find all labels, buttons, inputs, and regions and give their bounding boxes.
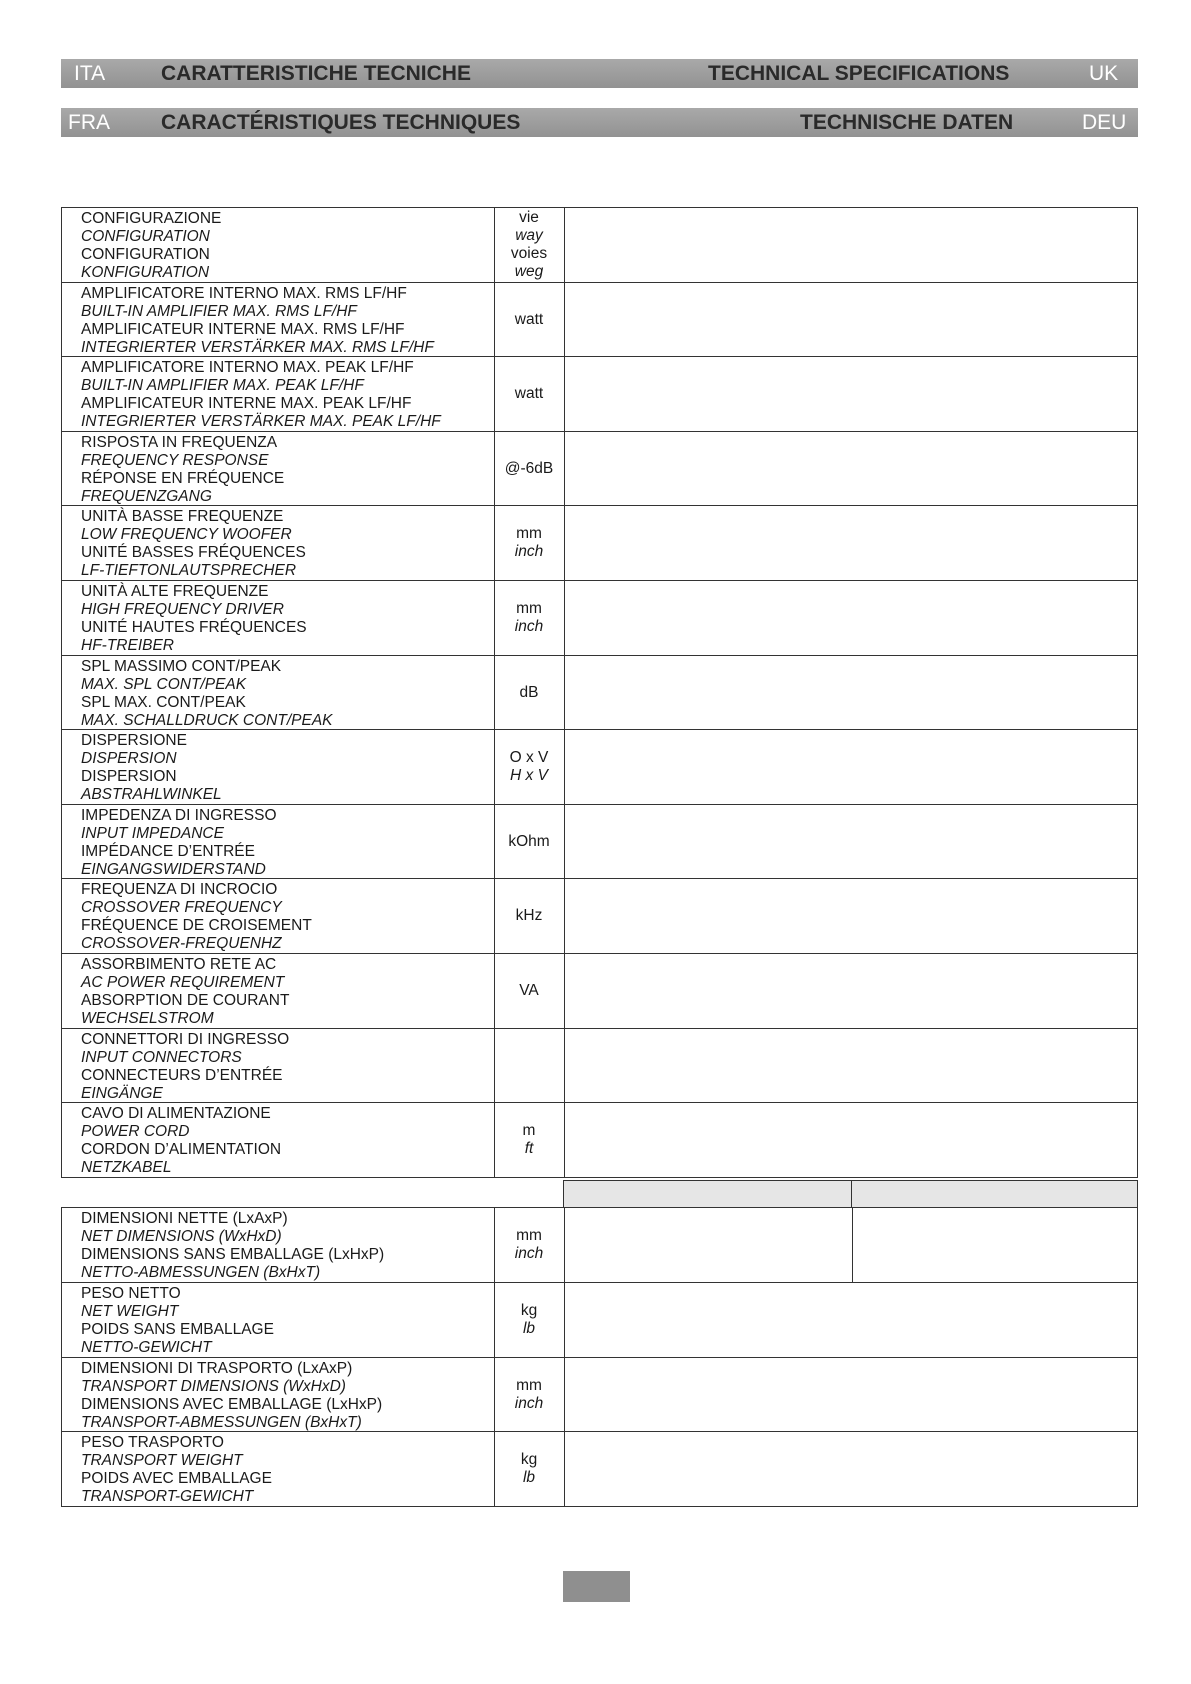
spec-row — [61, 431, 1138, 506]
spec-label-en: AC POWER REQUIREMENT — [81, 974, 285, 991]
spec-label-cell — [62, 805, 495, 878]
spec-unit: kg — [520, 1302, 538, 1319]
spec-value-cell — [565, 1208, 1137, 1282]
spec-value-cell — [565, 357, 1137, 431]
spec-value-cell — [565, 1103, 1137, 1177]
spec-row — [61, 580, 1138, 656]
title-fra: CARACTÉRISTIQUES TECHNIQUES — [161, 111, 521, 134]
spec-unit-cell — [494, 1103, 565, 1177]
spec-row — [61, 1207, 1138, 1283]
spec-unit-cell — [494, 1029, 565, 1102]
spec-value-cell — [565, 208, 1137, 282]
spec-label-cell — [62, 432, 495, 505]
spec-label-it: UNITÀ ALTE FREQUENZE — [81, 583, 269, 600]
spec-label-fr: RÉPONSE EN FRÉQUENCE — [81, 470, 285, 487]
spec-label-group — [81, 1031, 289, 1103]
spec-label-fr: CONFIGURATION — [81, 246, 210, 263]
spec-unit: inch — [514, 1394, 544, 1412]
spec-label-en: CROSSOVER FREQUENCY — [81, 899, 282, 916]
spec-unit: @-6dB — [504, 459, 554, 477]
spec-value-cell — [565, 1029, 1137, 1102]
spec-label-de: NETZKABEL — [81, 1159, 172, 1176]
spec-label-en: TRANSPORT WEIGHT — [81, 1452, 243, 1469]
title-ita: CARATTERISTICHE TECNICHE — [161, 62, 471, 85]
spec-label-group — [81, 1105, 281, 1177]
spec-label-de: INTEGRIERTER VERSTÄRKER MAX. PEAK LF/HF — [81, 413, 441, 430]
spec-unit: watt — [514, 385, 544, 402]
spec-unit: voies — [510, 245, 548, 262]
spec-label-en: FREQUENCY RESPONSE — [81, 452, 269, 469]
spec-label-cell — [62, 357, 495, 431]
spec-label-en: POWER CORD — [81, 1123, 190, 1140]
spec-unit-cell — [494, 1208, 565, 1282]
spec-label-fr: ABSORPTION DE COURANT — [81, 992, 290, 1009]
spec-label-de: EINGANGSWIDERSTAND — [81, 861, 266, 878]
spec-label-de: TRANSPORT-ABMESSUNGEN (BxHxT) — [81, 1414, 362, 1431]
spec-value-cell — [565, 954, 1137, 1028]
spec-value-cell — [565, 432, 1137, 505]
spec-label-de: CROSSOVER-FREQUENHZ — [81, 935, 282, 952]
spec-value-cell — [565, 879, 1137, 953]
spec-label-fr: CORDON D’ALIMENTATION — [81, 1141, 282, 1158]
spec-unit: kOhm — [508, 832, 550, 850]
spec-label-fr: AMPLIFICATEUR INTERNE MAX. RMS LF/HF — [81, 321, 405, 338]
spec-label-fr: UNITÉ BASSES FRÉQUENCES — [81, 544, 306, 561]
spec-label-cell — [62, 1029, 495, 1102]
spec-unit: inch — [514, 543, 544, 560]
spec-value-cell — [565, 656, 1137, 729]
spec-label-de: FREQUENZGANG — [81, 488, 212, 505]
spec-unit: weg — [514, 263, 544, 280]
spec-label-cell — [62, 656, 495, 729]
spec-label-en: DISPERSION — [81, 750, 177, 767]
spec-label-group — [81, 1210, 384, 1282]
spec-label-fr: POIDS SANS EMBALLAGE — [81, 1321, 274, 1338]
spec-label-de: EINGÄNGE — [81, 1085, 163, 1102]
spec-label-group — [81, 583, 307, 655]
spec-value-cell — [565, 581, 1137, 655]
spec-row — [61, 1431, 1138, 1507]
spec-label-en: BUILT-IN AMPLIFIER MAX. PEAK LF/HF — [81, 377, 364, 394]
spec-label-en: NET WEIGHT — [81, 1303, 179, 1320]
spec-label-de: KONFIGURATION — [81, 264, 210, 281]
spec-unit-cell — [494, 656, 565, 729]
spec-label-it: DISPERSIONE — [81, 732, 187, 749]
column-divider — [851, 1181, 852, 1207]
spec-unit: lb — [522, 1469, 536, 1486]
spec-label-de: ABSTRAHLWINKEL — [81, 786, 222, 803]
spec-unit-cell — [494, 506, 565, 580]
spec-row — [61, 1357, 1138, 1432]
spec-label-de: NETTO-GEWICHT — [81, 1339, 212, 1356]
spec-row — [61, 655, 1138, 730]
spec-unit: VA — [519, 982, 539, 999]
spec-unit-cell — [494, 1432, 565, 1506]
spec-label-cell — [62, 879, 495, 953]
spec-label-fr: UNITÉ HAUTES FRÉQUENCES — [81, 619, 307, 636]
spec-label-cell — [62, 1208, 495, 1282]
spec-unit: kHz — [515, 907, 543, 924]
lang-code-fra: FRA — [68, 111, 110, 134]
spec-label-group — [81, 1285, 274, 1357]
spec-label-de: TRANSPORT-GEWICHT — [81, 1488, 254, 1505]
spec-unit: vie — [519, 209, 539, 226]
spec-unit-cell — [494, 357, 565, 431]
spec-unit-cell — [494, 879, 565, 953]
spec-label-it: DIMENSIONI NETTE (LxAxP) — [81, 1210, 288, 1227]
spec-label-it: CAVO DI ALIMENTAZIONE — [81, 1105, 271, 1122]
spec-label-cell — [62, 283, 495, 356]
spec-unit: ft — [524, 1140, 534, 1157]
spec-label-fr: DISPERSION — [81, 768, 177, 785]
spec-unit: mm — [516, 1376, 542, 1394]
spec-value-subcell — [565, 1208, 853, 1282]
spec-unit: mm — [516, 525, 542, 542]
spec-label-group — [81, 658, 333, 730]
spec-label-cell — [62, 581, 495, 655]
spec-label-cell — [62, 1358, 495, 1431]
spec-label-fr: AMPLIFICATEUR INTERNE MAX. PEAK LF/HF — [81, 395, 412, 412]
spec-row — [61, 1282, 1138, 1358]
spec-label-cell — [62, 1103, 495, 1177]
spec-unit-cell — [494, 954, 565, 1028]
spec-unit-cell — [494, 283, 565, 356]
spec-label-fr: DIMENSIONS SANS EMBALLAGE (LxHxP) — [81, 1246, 385, 1263]
spec-label-en: TRANSPORT DIMENSIONS (WxHxD) — [81, 1378, 346, 1395]
spec-unit: dB — [519, 683, 539, 701]
spec-row — [61, 953, 1138, 1029]
spec-label-fr: FRÉQUENCE DE CROISEMENT — [81, 917, 312, 934]
spec-unit-cell — [494, 208, 565, 282]
spec-label-it: AMPLIFICATORE INTERNO MAX. RMS LF/HF — [81, 285, 407, 302]
spec-label-it: IMPEDENZA DI INGRESSO — [81, 807, 277, 824]
spec-row — [61, 282, 1138, 357]
spec-label-de: HF-TREIBER — [81, 637, 174, 654]
spec-label-de: WECHSELSTROM — [81, 1010, 214, 1027]
spec-label-it: CONNETTORI DI INGRESSO — [81, 1031, 290, 1048]
spec-label-it: DIMENSIONI DI TRASPORTO (LxAxP) — [81, 1360, 353, 1377]
spec-label-de: LF-TIEFTONLAUTSPRECHER — [81, 562, 297, 579]
spec-label-it: ASSORBIMENTO RETE AC — [81, 956, 277, 973]
title-uk: TECHNICAL SPECIFICATIONS — [708, 62, 1010, 85]
spec-unit: way — [515, 227, 543, 244]
spec-value-cell — [565, 1432, 1137, 1506]
spec-unit: H x V — [510, 767, 548, 784]
spec-unit-cell — [494, 581, 565, 655]
spec-label-en: HIGH FREQUENCY DRIVER — [81, 601, 284, 618]
spec-label-group — [81, 881, 312, 953]
spec-label-group — [81, 732, 222, 804]
spec-label-fr: DIMENSIONS AVEC EMBALLAGE (LxHxP) — [81, 1396, 383, 1413]
spec-unit: mm — [516, 600, 542, 617]
spec-row — [61, 356, 1138, 432]
spec-label-en: INPUT CONNECTORS — [81, 1049, 242, 1066]
lang-code-deu: DEU — [1082, 111, 1127, 134]
spec-label-cell — [62, 208, 495, 282]
spec-label-it: FREQUENZA DI INCROCIO — [81, 881, 278, 898]
page-number-box — [563, 1571, 630, 1602]
spec-label-en: MAX. SPL CONT/PEAK — [81, 676, 247, 693]
spec-label-de: NETTO-ABMESSUNGEN (BxHxT) — [81, 1264, 321, 1281]
spec-value-cell — [565, 1358, 1137, 1431]
spec-label-it: PESO NETTO — [81, 1285, 181, 1302]
spec-unit: inch — [514, 618, 544, 635]
spec-unit-cell — [494, 432, 565, 505]
spec-label-it: PESO TRASPORTO — [81, 1434, 224, 1451]
spec-unit: O x V — [509, 749, 549, 766]
spec-label-cell — [62, 506, 495, 580]
spec-label-it: AMPLIFICATORE INTERNO MAX. PEAK LF/HF — [81, 359, 414, 376]
spec-label-de: MAX. SCHALLDRUCK CONT/PEAK — [81, 712, 333, 729]
spec-label-de: INTEGRIERTER VERSTÄRKER MAX. RMS LF/HF — [81, 339, 434, 356]
spec-label-cell — [62, 1283, 495, 1357]
spec-label-group — [81, 1434, 272, 1506]
spec-label-en: BUILT-IN AMPLIFIER MAX. RMS LF/HF — [81, 303, 357, 320]
spec-unit-cell — [494, 1283, 565, 1357]
spec-label-group — [81, 807, 277, 879]
spec-label-group — [81, 359, 441, 431]
title-deu: TECHNISCHE DATEN — [800, 111, 1014, 134]
spec-unit: m — [522, 1122, 536, 1139]
spec-label-fr: IMPÉDANCE D’ENTRÉE — [81, 843, 255, 860]
lang-code-ita: ITA — [74, 62, 106, 85]
spec-label-fr: POIDS AVEC EMBALLAGE — [81, 1470, 272, 1487]
spec-unit: inch — [514, 1245, 544, 1262]
header-bar-ita-uk — [61, 59, 1138, 88]
spec-value-cell — [565, 506, 1137, 580]
spec-label-en: NET DIMENSIONS (WxHxD) — [81, 1228, 282, 1245]
spec-label-group — [81, 508, 306, 580]
lang-code-uk: UK — [1089, 62, 1119, 85]
spec-label-fr: CONNECTEURS D’ENTRÉE — [81, 1067, 283, 1084]
spec-row — [61, 804, 1138, 879]
spec-label-cell — [62, 954, 495, 1028]
spec-label-cell — [62, 730, 495, 804]
spec-row — [61, 207, 1138, 283]
spec-unit-cell — [494, 730, 565, 804]
spec-label-en: INPUT IMPEDANCE — [81, 825, 224, 842]
spec-label-it: RISPOSTA IN FREQUENZA — [81, 434, 278, 451]
header-bar-fra-deu — [61, 108, 1138, 137]
spec-value-cell — [565, 805, 1137, 878]
spec-label-it: CONFIGURAZIONE — [81, 210, 222, 227]
spec-label-it: UNITÀ BASSE FREQUENZE — [81, 508, 284, 525]
spec-label-group — [81, 285, 434, 357]
spec-unit: mm — [516, 1227, 542, 1244]
spec-label-cell — [62, 1432, 495, 1506]
spec-row — [61, 1102, 1138, 1178]
spec-value-cell — [565, 283, 1137, 356]
spec-unit-cell — [494, 1358, 565, 1431]
spec-label-group — [81, 434, 284, 506]
spec-label-en: LOW FREQUENCY WOOFER — [81, 526, 292, 543]
spec-unit: watt — [514, 310, 544, 328]
spec-row — [61, 878, 1138, 954]
spec-label-it: SPL MASSIMO CONT/PEAK — [81, 658, 282, 675]
spec-value-cell — [565, 730, 1137, 804]
spec-value-cell — [565, 1283, 1137, 1357]
spec-label-group — [81, 956, 289, 1028]
spec-label-fr: SPL MAX. CONT/PEAK — [81, 694, 246, 711]
spec-unit: kg — [520, 1451, 538, 1468]
spec-label-group — [81, 1360, 382, 1432]
spec-unit-cell — [494, 805, 565, 878]
spec-row — [61, 1028, 1138, 1103]
spec-label-group — [81, 210, 221, 282]
spec-row — [61, 729, 1138, 805]
dimensions-column-header — [563, 1180, 1138, 1207]
spec-label-en: CONFIGURATION — [81, 228, 210, 245]
spec-row — [61, 505, 1138, 581]
spec-unit: lb — [522, 1320, 536, 1337]
